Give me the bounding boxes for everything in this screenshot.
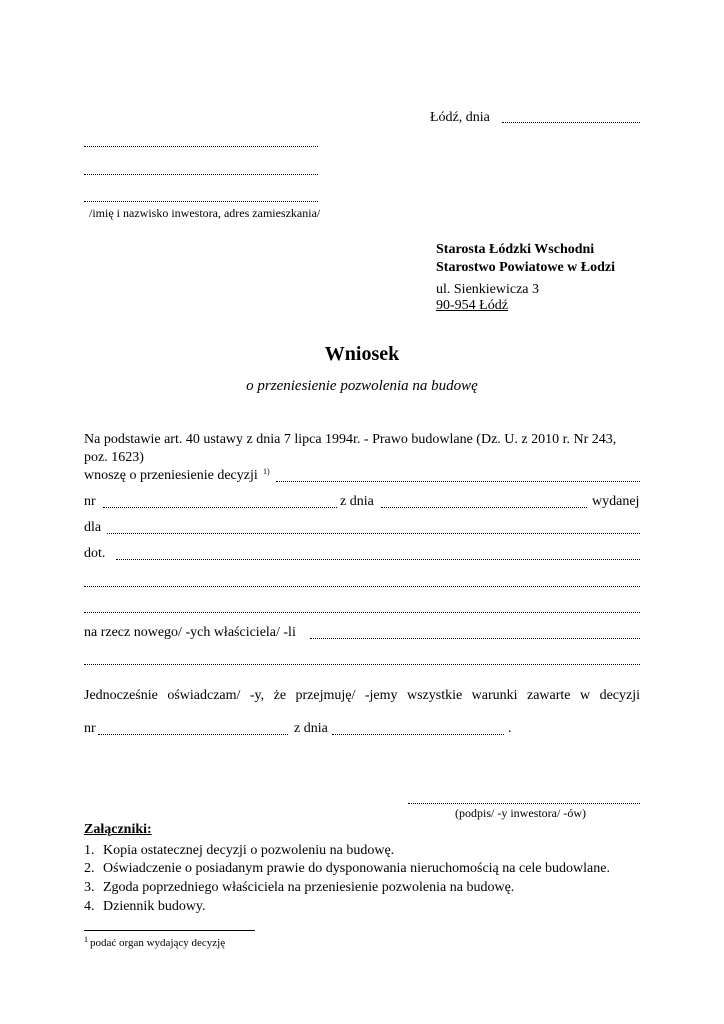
nr-label: nr — [84, 494, 96, 509]
decision-issuer-field[interactable] — [276, 481, 640, 482]
dla-label: dla — [84, 520, 102, 535]
new-owner-line-2[interactable] — [84, 664, 640, 665]
investor-line-2[interactable] — [84, 174, 318, 175]
attachment-text: Kopia ostatecznej decyzji o pozwoleniu na budowę. — [103, 843, 395, 858]
decision-number-field[interactable] — [103, 507, 337, 508]
dot-label: dot. — [84, 546, 106, 561]
nr2-label: nr — [84, 721, 96, 736]
new-owner-label: na rzecz nowego/ -ych właściciela/ -li — [84, 625, 296, 640]
decision-date-field[interactable] — [381, 507, 587, 508]
footnote-text: podać organ wydający decyzję — [90, 937, 226, 949]
document-subtitle: o przeniesienie pozwolenia na budowę — [246, 378, 478, 394]
wydanej-label: wydanej — [592, 494, 640, 509]
attachment-text: Oświadczenie o posiadanym prawie do dysponowania nieruchomością na cele budowlane. — [103, 861, 610, 876]
footnote-mark: 1) — [263, 467, 270, 476]
dot-field[interactable] — [116, 559, 640, 560]
z-dnia2-label: z dnia — [294, 721, 328, 736]
request-label: wnoszę o przeniesienie decyzji — [84, 468, 258, 483]
place-date-label: Łódź, dnia — [430, 110, 490, 125]
investor-line-3[interactable] — [84, 201, 318, 202]
attachment-text: Dziennik budowy. — [103, 899, 206, 914]
addressee-line-2: Starostwo Powiatowe w Łodzi — [436, 260, 616, 275]
addressee-postal-city: 90-954 Łódź — [436, 298, 508, 313]
addressee-street: ul. Sienkiewicza 3 — [436, 282, 540, 297]
legal-basis-line-2: poz. 1623) — [84, 450, 144, 465]
attachment-num: 1. — [84, 843, 95, 858]
date-field[interactable] — [502, 122, 640, 123]
signature-caption: (podpis/ -y inwestora/ -ów) — [455, 806, 586, 820]
subject-line-2[interactable] — [84, 586, 640, 587]
document-title: Wniosek — [324, 343, 400, 365]
decision2-number-field[interactable] — [98, 734, 288, 735]
end-period: . — [508, 721, 512, 736]
decision2-date-field[interactable] — [332, 734, 504, 735]
signature-field[interactable] — [408, 803, 640, 804]
attachment-num: 4. — [84, 899, 95, 914]
attachment-num: 3. — [84, 880, 95, 895]
z-dnia-label: z dnia — [340, 494, 374, 509]
dla-field[interactable] — [107, 533, 640, 534]
footnote-number: 1 — [84, 935, 88, 944]
new-owner-field[interactable] — [310, 638, 640, 639]
addressee-line-1: Starosta Łódzki Wschodni — [436, 242, 595, 257]
footnote-separator — [84, 930, 255, 931]
legal-basis-line-1: Na podstawie art. 40 ustawy z dnia 7 lipca 1994r. - Prawo budowlane (Dz. U. z 2010 r. Nr 243, — [84, 432, 617, 447]
subject-line-3[interactable] — [84, 612, 640, 613]
attachment-text: Zgoda poprzedniego właściciela na przeniesienie pozwolenia na budowę. — [103, 880, 515, 895]
investor-caption: /imię i nazwisko inwestora, adres zamieszkania/ — [89, 206, 321, 220]
attachments-heading: Załączniki: — [84, 822, 152, 837]
attachment-num: 2. — [84, 861, 95, 876]
investor-line-1[interactable] — [84, 146, 318, 147]
declaration-text: Jednocześnie oświadczam/ -y, że przejmuję/ -jemy wszystkie warunki zawarte w decyzji — [84, 688, 640, 703]
